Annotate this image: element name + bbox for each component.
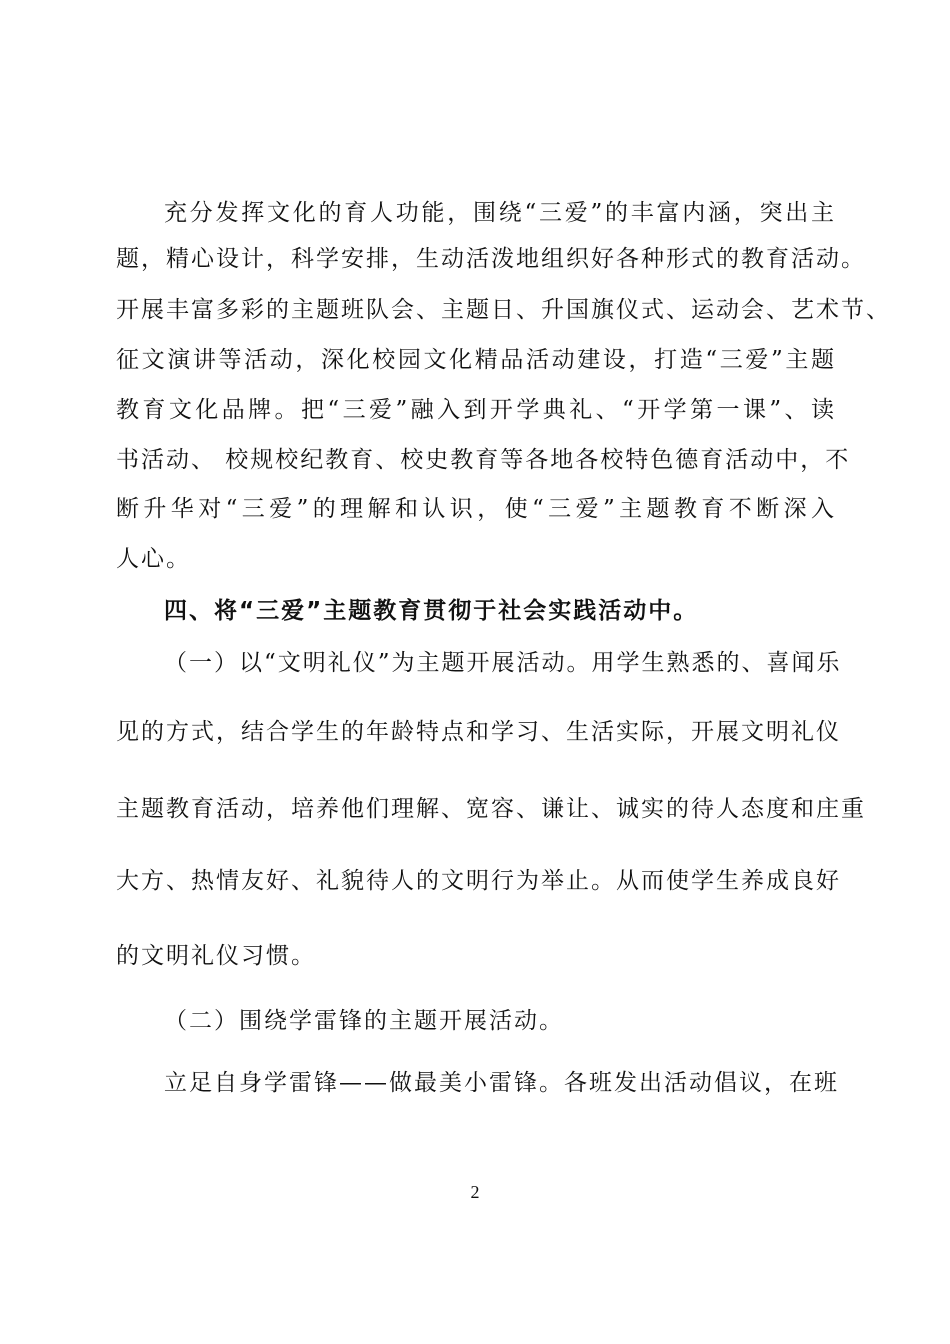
paragraph-line: （一）以“文明礼仪”为主题开展活动。用学生熟悉的、喜闻乐: [164, 650, 842, 676]
paragraph-line: 的文明礼仪习惯。: [116, 943, 316, 969]
paragraph-line: 见的方式，结合学生的年龄特点和学习、生活实际，开展文明礼仪: [116, 719, 841, 745]
paragraph-line: 教育文化品牌。把“三爱”融入到开学典礼、“开学第一课”、读: [116, 397, 836, 423]
paragraph-line: （二）围绕学雷锋的主题开展活动。: [164, 1008, 564, 1034]
page-number: 2: [470, 1182, 480, 1202]
paragraph-line: 书活动、 校规校纪教育、校史教育等各地各校特色德育活动中，不: [116, 447, 851, 473]
paragraph-line: 人心。: [116, 546, 191, 572]
paragraph-line: 充分发挥文化的育人功能，围绕“三爱”的丰富内涵，突出主: [164, 200, 836, 226]
paragraph-line: 开展丰富多彩的主题班队会、主题日、升国旗仪式、运动会、艺术节、: [116, 297, 891, 323]
paragraph-line: 大方、热情友好、礼貌待人的文明行为举止。从而使学生养成良好: [116, 868, 841, 894]
section-heading: 四、将“三爱”主题教育贯彻于社会实践活动中。: [164, 598, 699, 624]
paragraph-line: 立足自身学雷锋——做最美小雷锋。各班发出活动倡议，在班: [164, 1070, 839, 1096]
paragraph-line: 征文演讲等活动，深化校园文化精品活动建设，打造“三爱”主题: [116, 347, 836, 373]
paragraph-line: 主题教育活动，培养他们理解、宽容、谦让、诚实的待人态度和庄重: [116, 796, 866, 822]
paragraph-line: 题，精心设计，科学安排，生动活泼地组织好各种形式的教育活动。: [116, 246, 866, 272]
paragraph-line: 断升华对“三爱”的理解和认识，使“三爱”主题教育不断深入: [116, 496, 836, 522]
